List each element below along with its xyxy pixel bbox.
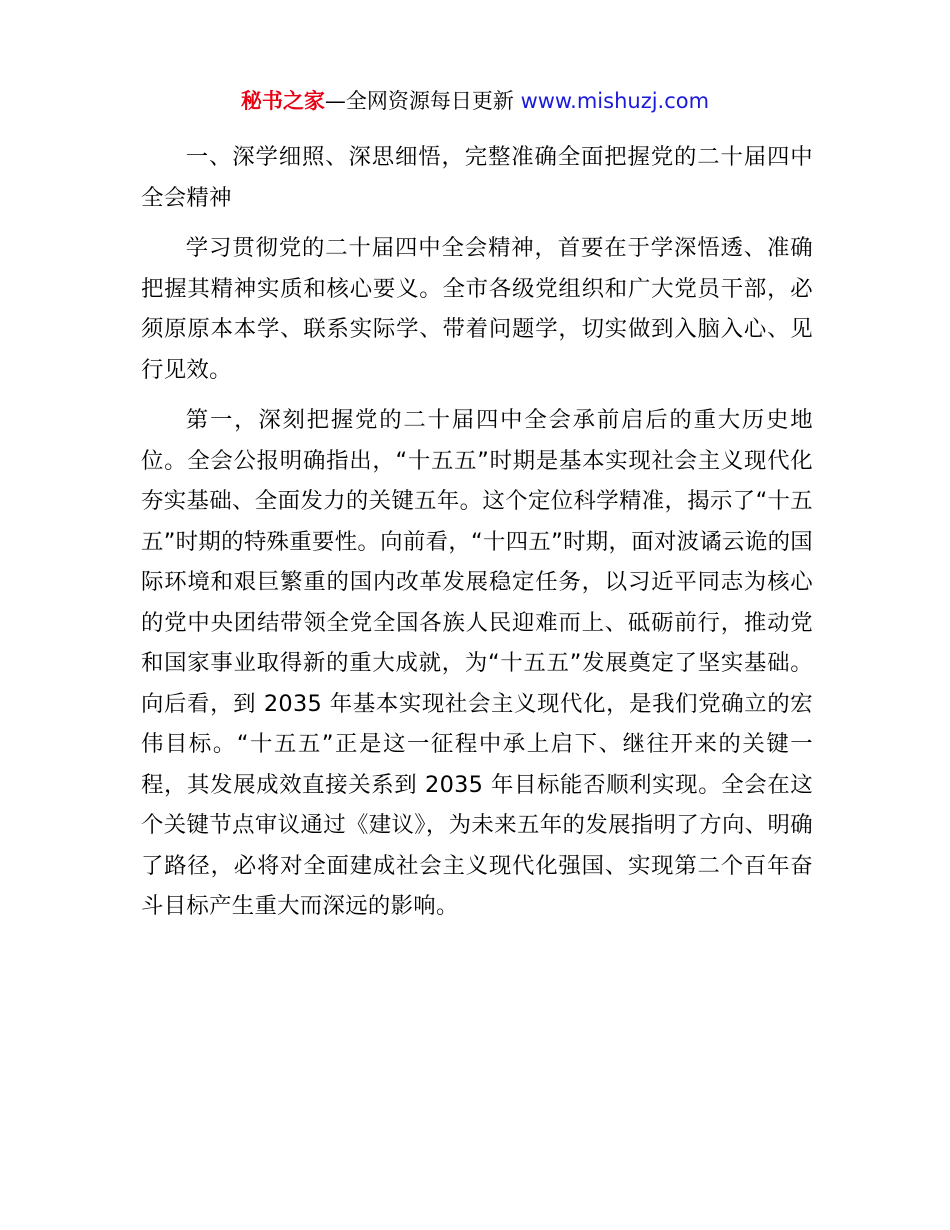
body-paragraph: 第一，深刻把握党的二十届四中全会承前启后的重大历史地位。全会公报明确指出，“十五五”时期是基本实现社会主义现代化夯实基础、全面发力的关键五年。这个定位科学精准，揭示了“十五五”时期的特殊重要性。向前看，“十四五”时期，面对波谲云诡的国际环境和艰巨繁重的国内改革发展稳定任务，以习近平同志为核心的党中央团结带领全党全国各族人民迎难而上、砥砺前行，推动党和国家事业取得新的重大成就，为“十五五”发展奠定了坚实基础。向后看，到 2035 年基本实现社会主义现代化，是我们党确立的宏伟目标。“十五五”正是这一征程中承上启下、继往开来的关键一程，其发展成效直接关系到 2035 年目标能否顺利实现。全会在这个关键节点审议通过《建议》，为未来五年的发展指明了方向、明确了路径，必将对全面建成社会主义现代化强国、实现第二个百年奋斗目标产生重大而深远的影响。 [141,407,813,919]
page-header [0,86,950,116]
brand-name: 秘书之家 [240,89,325,113]
header-tagline: —全网资源每日更新 [324,89,521,113]
site-url-link[interactable]: www.mishuzj.com [520,89,710,113]
section-heading: 一、深学细照、深思细悟，完整准确全面把握党的二十届四中全会精神 [141,144,813,211]
document-body [141,137,813,927]
body-paragraph: 学习贯彻党的二十届四中全会精神，首要在于学深悟透、准确把握其精神实质和核心要义。全市各级党组织和广大党员干部，必须原原本本学、联系实际学、带着问题学，切实做到入脑入心、见行见效。 [141,235,813,383]
